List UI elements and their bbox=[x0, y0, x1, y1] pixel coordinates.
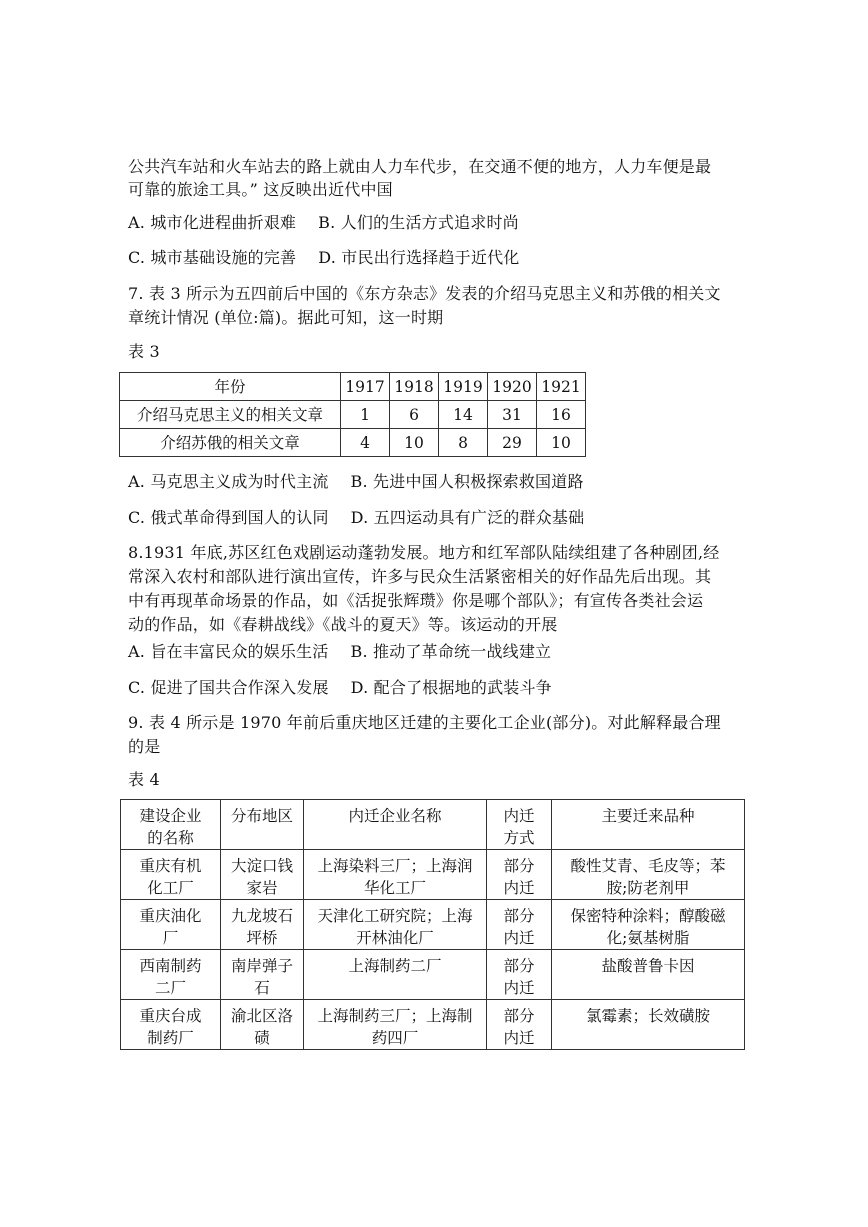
cell-line: 厂 bbox=[162, 929, 179, 947]
table-cell bbox=[552, 850, 745, 900]
table-header-cell: 1917 bbox=[341, 373, 390, 401]
cell-line: 家岩 bbox=[246, 879, 278, 897]
table-cell bbox=[552, 950, 745, 1000]
q7-option-a[interactable]: A. 马克思主义成为时代主流 bbox=[128, 472, 329, 491]
table-header-cell: 1921 bbox=[537, 373, 586, 401]
table-header-cell bbox=[121, 800, 221, 850]
cell-line: 西南制药 bbox=[139, 957, 202, 975]
q7-options-row-2 bbox=[128, 508, 584, 528]
cell-line: 重庆有机 bbox=[139, 857, 202, 875]
table-4 bbox=[120, 799, 745, 1050]
q8-options-row-1 bbox=[128, 642, 551, 662]
table-cell bbox=[487, 850, 552, 900]
cell-line: 胺;防老剂甲 bbox=[606, 879, 690, 897]
cell-line: 的名称 bbox=[147, 829, 194, 847]
cell-line: 保密特种涂料；醇酸磁 bbox=[570, 907, 726, 925]
table-cell: 31 bbox=[488, 401, 537, 429]
table-header-cell bbox=[221, 800, 304, 850]
table-header-cell: 1920 bbox=[488, 373, 537, 401]
table-cell bbox=[121, 850, 221, 900]
table-cell bbox=[552, 900, 745, 950]
cell-line: 盐酸普鲁卡因 bbox=[601, 957, 695, 975]
cell-line: 化;氨基树脂 bbox=[606, 929, 690, 947]
cell-line: 部分 bbox=[503, 907, 535, 925]
cell-line: 氯霉素；长效磺胺 bbox=[585, 1007, 710, 1025]
q8-option-c[interactable]: C. 促进了国共合作深入发展 bbox=[128, 678, 329, 697]
cell-line: 酸性艾青、毛皮等；苯 bbox=[570, 857, 726, 875]
cell-line: 主要迁来品种 bbox=[601, 807, 695, 825]
table-cell bbox=[121, 1000, 221, 1050]
table-row bbox=[120, 373, 586, 401]
cell-line: 建设企业 bbox=[139, 807, 202, 825]
cell-line: 内迁 bbox=[503, 879, 535, 897]
table-cell bbox=[552, 1000, 745, 1050]
q6-options-row-1 bbox=[128, 213, 519, 233]
cell-line: 部分 bbox=[503, 957, 535, 975]
table-cell: 4 bbox=[341, 429, 390, 457]
q6-stem-line-2: 可靠的旅途工具。” 这反映出近代中国 bbox=[128, 180, 393, 199]
q8-stem-line-3: 中有再现革命场景的作品，如《活捉张辉瓒》你是哪个部队》；有宣传各类社会运 bbox=[128, 591, 704, 610]
cell-line: 部分 bbox=[503, 857, 535, 875]
cell-line: 二厂 bbox=[154, 979, 186, 997]
cell-line: 开林油化厂 bbox=[356, 929, 434, 947]
table-cell: 8 bbox=[439, 429, 488, 457]
table-cell bbox=[221, 1000, 304, 1050]
q8-option-d[interactable]: D. 配合了根据地的武装斗争 bbox=[350, 678, 552, 697]
cell-line: 九龙坡石 bbox=[230, 907, 293, 925]
table-cell: 16 bbox=[537, 401, 586, 429]
table-cell: 介绍马克思主义的相关文章 bbox=[120, 401, 341, 429]
table-cell bbox=[304, 850, 487, 900]
cell-line: 药四厂 bbox=[371, 1029, 419, 1047]
q6-options-row-2 bbox=[128, 248, 519, 268]
table-header-cell bbox=[304, 800, 487, 850]
table-row bbox=[120, 401, 586, 429]
q7-table-title: 表 3 bbox=[128, 342, 160, 361]
q6-stem-line-1: 公共汽车站和火车站去的路上就由人力车代步，在交通不便的地方，人力车便是最 bbox=[128, 157, 712, 176]
cell-line: 坪桥 bbox=[246, 929, 278, 947]
table-cell: 29 bbox=[488, 429, 537, 457]
q6-option-d[interactable]: D. 市民出行选择趋于近代化 bbox=[318, 248, 520, 267]
q7-stem-line-2: 章统计情况 (单位:篇)。据此可知，这一时期 bbox=[128, 308, 444, 327]
table-header-cell: 1919 bbox=[439, 373, 488, 401]
cell-line: 上海制药二厂 bbox=[348, 957, 442, 975]
table-cell: 10 bbox=[390, 429, 439, 457]
cell-line: 南岸弹子 bbox=[230, 957, 293, 975]
cell-line: 华化工厂 bbox=[363, 879, 426, 897]
table-cell bbox=[221, 850, 304, 900]
q8-stem-line-2: 常深入农村和部队进行演出宣传，许多与民众生活紧密相关的好作品先后出现。其 bbox=[128, 567, 712, 586]
table-cell bbox=[304, 900, 487, 950]
q7-option-c[interactable]: C. 俄式革命得到国人的认同 bbox=[128, 508, 329, 527]
table-row bbox=[121, 800, 745, 850]
cell-line: 内迁 bbox=[503, 929, 535, 947]
table-cell: 介绍苏俄的相关文章 bbox=[120, 429, 341, 457]
table-cell bbox=[221, 950, 304, 1000]
cell-line: 内迁 bbox=[503, 1029, 535, 1047]
table-cell bbox=[487, 950, 552, 1000]
table-cell bbox=[487, 900, 552, 950]
cell-line: 内迁 bbox=[503, 979, 535, 997]
q9-stem-line-2: 的是 bbox=[128, 737, 161, 756]
cell-line: 方式 bbox=[503, 829, 535, 847]
cell-line: 上海制药三厂；上海制 bbox=[317, 1007, 473, 1025]
q8-stem-line-1: 8.1931 年底,苏区红色戏剧运动蓬勃发展。地方和红军部队陆续组建了各种剧团,经 bbox=[128, 543, 720, 562]
table-header-cell bbox=[487, 800, 552, 850]
cell-line: 内迁 bbox=[503, 807, 535, 825]
cell-line: 部分 bbox=[503, 1007, 535, 1025]
table-cell bbox=[221, 900, 304, 950]
table-cell bbox=[121, 900, 221, 950]
cell-line: 渝北区洛 bbox=[230, 1007, 293, 1025]
table-cell: 10 bbox=[537, 429, 586, 457]
q6-option-a[interactable]: A. 城市化进程曲折艰难 bbox=[128, 213, 297, 232]
table-3 bbox=[119, 372, 586, 457]
cell-line: 碛 bbox=[254, 1029, 270, 1047]
cell-line: 大淀口钱 bbox=[230, 857, 293, 875]
cell-line: 分布地区 bbox=[230, 807, 293, 825]
cell-line: 上海染料三厂；上海润 bbox=[317, 857, 473, 875]
table-cell bbox=[304, 1000, 487, 1050]
q8-option-a[interactable]: A. 旨在丰富民众的娱乐生活 bbox=[128, 642, 329, 661]
table-header-cell bbox=[552, 800, 745, 850]
cell-line: 重庆台成 bbox=[139, 1007, 202, 1025]
q9-table-title: 表 4 bbox=[128, 770, 160, 789]
q6-option-c[interactable]: C. 城市基础设施的完善 bbox=[128, 248, 297, 267]
table-cell: 1 bbox=[341, 401, 390, 429]
q7-option-d[interactable]: D. 五四运动具有广泛的群众基础 bbox=[350, 508, 585, 527]
q8-option-b[interactable]: B. 推动了革命统一战线建立 bbox=[350, 642, 552, 661]
q7-option-b[interactable]: B. 先进中国人积极探索救国道路 bbox=[350, 472, 584, 491]
q7-stem-line-1: 7. 表 3 所示为五四前后中国的《东方杂志》发表的介绍马克思主义和苏俄的相关文 bbox=[128, 284, 721, 303]
table-cell bbox=[487, 1000, 552, 1050]
q8-stem-line-4: 动的作品，如《春耕战线》《战斗的夏天》等。该运动的开展 bbox=[128, 615, 558, 634]
cell-line: 天津化工研究院；上海 bbox=[317, 907, 473, 925]
table-row bbox=[120, 429, 586, 457]
cell-line: 内迁企业名称 bbox=[348, 807, 442, 825]
table-header-cell: 1918 bbox=[390, 373, 439, 401]
q7-options-row-1 bbox=[128, 472, 584, 492]
table-cell: 14 bbox=[439, 401, 488, 429]
table-row bbox=[121, 850, 745, 900]
cell-line: 重庆油化 bbox=[139, 907, 202, 925]
cell-line: 制药厂 bbox=[147, 1029, 194, 1047]
table-row bbox=[121, 1000, 745, 1050]
q6-option-b[interactable]: B. 人们的生活方式追求时尚 bbox=[318, 213, 519, 232]
table-header-cell: 年份 bbox=[120, 373, 341, 401]
table-row bbox=[121, 950, 745, 1000]
cell-line: 化工厂 bbox=[147, 879, 194, 897]
cell-line: 石 bbox=[254, 979, 270, 997]
table-row bbox=[121, 900, 745, 950]
table-cell bbox=[304, 950, 487, 1000]
table-cell bbox=[121, 950, 221, 1000]
q9-stem-line-1: 9. 表 4 所示是 1970 年前后重庆地区迁建的主要化工企业(部分)。对此解释最合理 bbox=[128, 713, 721, 732]
q8-options-row-2 bbox=[128, 678, 552, 698]
table-cell: 6 bbox=[390, 401, 439, 429]
